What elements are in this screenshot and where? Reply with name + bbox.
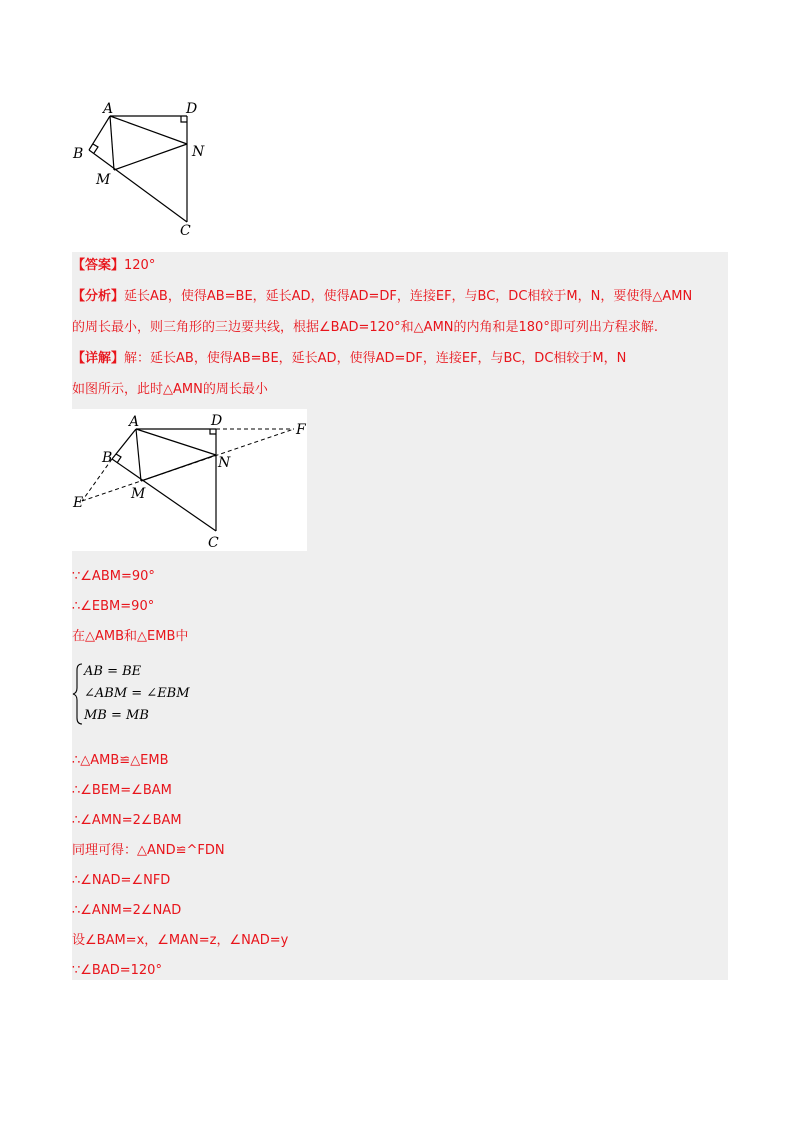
analysis-text-1: 延长AB，使得AB=BE，延长AD，使得AD=DF，连接EF，与BC，DC相较于M，N，要使得△AMN: [124, 289, 693, 304]
answer-line: [72, 257, 155, 275]
equation-3: MB = MB: [84, 708, 149, 723]
brace-icon: [72, 662, 84, 726]
label-C: C: [208, 535, 219, 551]
label-N: N: [192, 144, 205, 160]
step-5: ∴∠BEM=∠BAM: [72, 783, 172, 798]
equation-2: ∠ABM = ∠EBM: [84, 686, 190, 701]
analysis-line-2: 的周长最小，则三角形的三边要共线，根据∠BAD=120°和△AMN的内角和是180°即可列出方程求解.: [72, 320, 658, 335]
answer-text: 120°: [124, 258, 156, 273]
label-D: D: [211, 413, 223, 429]
label-E: E: [73, 495, 84, 511]
label-M: M: [131, 486, 146, 502]
detail-text-1: 解：延长AB，使得AB=BE，延长AD，使得AD=DF，连接EF，与BC，DC相较于M，N: [124, 351, 627, 366]
label-A: A: [103, 101, 114, 117]
step-1: ∵∠ABM=90°: [72, 569, 155, 584]
step-11: ∵∠BAD=120°: [72, 963, 162, 978]
step-7: 同理可得：△AND≌^FDN: [72, 843, 225, 858]
label-F: F: [296, 422, 306, 438]
detail-line-2: 如图所示，此时△AMN的周长最小: [72, 382, 268, 397]
step-2: ∴∠EBM=90°: [72, 599, 155, 614]
analysis-line-1: [72, 288, 692, 306]
label-A: A: [129, 414, 140, 430]
geometry-figure-1: [72, 98, 212, 238]
label-B: B: [73, 146, 84, 162]
step-8: ∴∠NAD=∠NFD: [72, 873, 171, 888]
step-3: 在△AMB和△EMB中: [72, 629, 189, 644]
step-9: ∴∠ANM=2∠NAD: [72, 903, 182, 918]
label-B: B: [102, 450, 113, 466]
equation-1: AB = BE: [84, 664, 142, 679]
step-6: ∴∠AMN=2∠BAM: [72, 813, 182, 828]
step-4: ∴△AMB≌△EMB: [72, 753, 169, 768]
geometry-figure-2: [72, 409, 307, 551]
label-D: D: [186, 101, 198, 117]
label-C: C: [180, 223, 191, 238]
label-N: N: [218, 455, 231, 471]
analysis-tag: 【分析】: [72, 289, 125, 304]
step-10: 设∠BAM=x，∠MAN=z，∠NAD=y: [72, 933, 289, 948]
answer-tag: 【答案】: [72, 258, 125, 273]
detail-tag: 【详解】: [72, 351, 125, 366]
detail-line-1: [72, 350, 626, 368]
label-M: M: [96, 172, 111, 188]
equation-system: [72, 662, 202, 726]
